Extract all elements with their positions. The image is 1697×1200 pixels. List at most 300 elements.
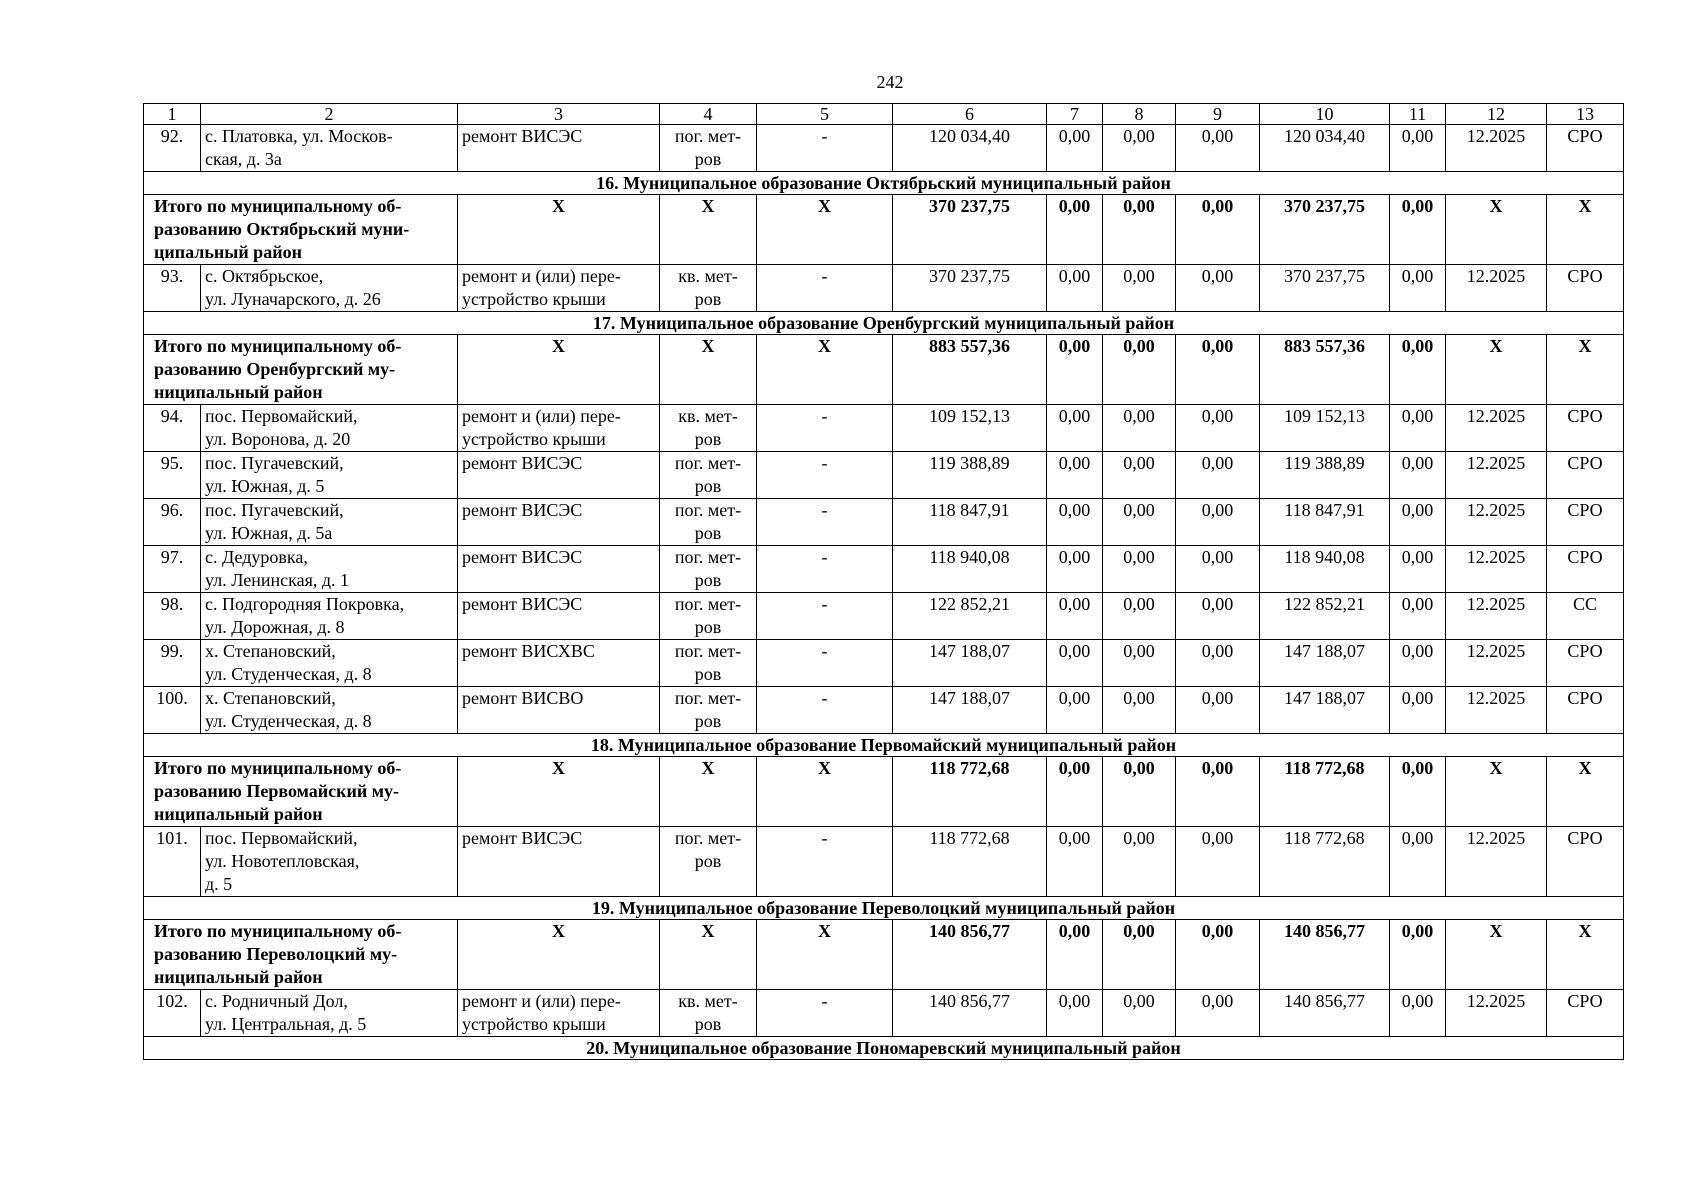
value-c6: 109 152,13 [893,405,1047,452]
total-c4: X [660,757,757,827]
value-c5: - [757,452,893,499]
address-cell-line: д. 5 [205,874,233,894]
total-c10: 140 856,77 [1260,920,1390,990]
total-c10: 118 772,68 [1260,757,1390,827]
value-c8: 0,00 [1103,125,1176,172]
total-c3: X [458,335,660,405]
value-c10: 119 388,89 [1260,452,1390,499]
total-c13: X [1547,757,1624,827]
value-c7: 0,00 [1047,499,1103,546]
total-label [144,920,458,990]
address-cell-line: пос. Первомайский, [205,406,358,426]
section-header-row [144,897,1624,920]
value-c10: 118 847,91 [1260,499,1390,546]
total-c10: 370 237,75 [1260,195,1390,265]
value-c5: - [757,640,893,687]
row-number: 96. [144,499,201,546]
unit-cell [660,640,757,687]
address-cell-line: ская, д. 3а [205,149,282,169]
work-type-cell [458,546,660,593]
value-c6: 118 940,08 [893,546,1047,593]
value-c8: 0,00 [1103,687,1176,734]
value-c6: 122 852,21 [893,593,1047,640]
unit-cell-line: ров [694,289,722,309]
work-type-cell-line: ремонт и (или) пере- [462,991,621,1011]
total-c5: X [757,195,893,265]
total-label-line: ниципальный район [154,382,323,402]
row-number: 92. [144,125,201,172]
value-c9: 0,00 [1176,990,1260,1037]
table-row [144,125,1624,172]
total-c4: X [660,920,757,990]
total-c6: 370 237,75 [893,195,1047,265]
total-c7: 0,00 [1047,335,1103,405]
unit-cell-line: ров [694,476,722,496]
work-type-cell-line: ремонт ВИСХВС [462,641,595,661]
value-c13: СРО [1547,452,1624,499]
total-label-line: Итого по муниципальному об- [154,336,402,356]
column-header-13: 13 [1547,104,1624,125]
value-c12: 12.2025 [1446,687,1547,734]
address-cell [201,125,458,172]
column-header-9: 9 [1176,104,1260,125]
value-c7: 0,00 [1047,546,1103,593]
value-c9: 0,00 [1176,125,1260,172]
total-label [144,195,458,265]
value-c9: 0,00 [1176,687,1260,734]
total-label-line: разованию Переволоцкий му- [154,944,398,964]
value-c12: 12.2025 [1446,265,1547,312]
address-cell-line: с. Платовка, ул. Москов- [205,126,393,146]
value-c12: 12.2025 [1446,499,1547,546]
unit-cell-line: кв. мет- [678,266,738,286]
total-c12: X [1446,757,1547,827]
address-cell [201,265,458,312]
total-label-line: Итого по муниципальному об- [154,196,402,216]
value-c12: 12.2025 [1446,990,1547,1037]
value-c7: 0,00 [1047,640,1103,687]
total-c9: 0,00 [1176,757,1260,827]
total-row [144,335,1624,405]
table-row [144,827,1624,897]
work-type-cell-line: ремонт ВИСЭС [462,828,583,848]
value-c7: 0,00 [1047,125,1103,172]
total-c13: X [1547,195,1624,265]
unit-cell-line: пог. мет- [674,453,742,473]
work-type-cell-line: ремонт ВИСВО [462,688,584,708]
unit-cell [660,546,757,593]
value-c13: СРО [1547,687,1624,734]
section-header-row [144,172,1624,195]
section-title: 18. Муниципальное образование Первомайский муниципальный район [144,734,1624,757]
address-cell-line: с. Подгородняя Покровка, [205,594,405,614]
value-c13: СРО [1547,990,1624,1037]
row-number: 101. [144,827,201,897]
value-c5: - [757,593,893,640]
section-title: 19. Муниципальное образование Переволоцкий муниципальный район [144,897,1624,920]
value-c7: 0,00 [1047,452,1103,499]
unit-cell-line: ров [694,851,722,871]
total-c5: X [757,335,893,405]
unit-cell-line: ров [694,149,722,169]
value-c12: 12.2025 [1446,640,1547,687]
section-header-row [144,1037,1624,1060]
value-c11: 0,00 [1390,125,1446,172]
value-c12: 12.2025 [1446,827,1547,897]
section-title: 20. Муниципальное образование Пономаревский муниципальный район [144,1037,1624,1060]
section-header-row [144,734,1624,757]
value-c5: - [757,990,893,1037]
address-cell [201,452,458,499]
total-c11: 0,00 [1390,757,1446,827]
unit-cell-line: ров [694,523,722,543]
value-c13: СС [1547,593,1624,640]
value-c13: СРО [1547,405,1624,452]
value-c6: 120 034,40 [893,125,1047,172]
table-row [144,593,1624,640]
value-c8: 0,00 [1103,546,1176,593]
row-number: 94. [144,405,201,452]
total-row [144,757,1624,827]
total-c5: X [757,920,893,990]
total-label [144,335,458,405]
value-c10: 118 772,68 [1260,827,1390,897]
total-label-line: разованию Первомайский му- [154,781,400,801]
value-c11: 0,00 [1390,990,1446,1037]
unit-cell-line: ров [694,711,722,731]
work-type-cell [458,687,660,734]
value-c5: - [757,499,893,546]
value-c10: 109 152,13 [1260,405,1390,452]
total-c9: 0,00 [1176,195,1260,265]
value-c9: 0,00 [1176,827,1260,897]
section-title: 17. Муниципальное образование Оренбургский муниципальный район [144,312,1624,335]
work-type-cell-line: ремонт и (или) пере- [462,266,621,286]
value-c6: 118 847,91 [893,499,1047,546]
unit-cell-line: пог. мет- [674,594,742,614]
column-header-11: 11 [1390,104,1446,125]
unit-cell-line: ров [694,1014,722,1034]
total-label-line: Итого по муниципальному об- [154,758,402,778]
section-header-row [144,312,1624,335]
value-c10: 122 852,21 [1260,593,1390,640]
table-row [144,687,1624,734]
total-c11: 0,00 [1390,335,1446,405]
unit-cell [660,452,757,499]
table-row [144,546,1624,593]
address-cell-line: пос. Пугачевский, [205,500,344,520]
total-c9: 0,00 [1176,335,1260,405]
value-c12: 12.2025 [1446,125,1547,172]
value-c6: 370 237,75 [893,265,1047,312]
column-header-10: 10 [1260,104,1390,125]
work-type-cell-line: ремонт ВИСЭС [462,594,583,614]
address-cell [201,990,458,1037]
work-type-cell [458,265,660,312]
total-c8: 0,00 [1103,195,1176,265]
total-label-line: ниципальный район [154,967,323,987]
address-cell-line: х. Степановский, [205,688,336,708]
unit-cell [660,687,757,734]
total-c4: X [660,195,757,265]
row-number: 93. [144,265,201,312]
value-c5: - [757,687,893,734]
value-c9: 0,00 [1176,546,1260,593]
value-c11: 0,00 [1390,546,1446,593]
column-header-7: 7 [1047,104,1103,125]
value-c7: 0,00 [1047,827,1103,897]
address-cell-line: пос. Первомайский, [205,828,358,848]
total-c7: 0,00 [1047,195,1103,265]
column-header-1: 1 [144,104,201,125]
work-type-cell [458,640,660,687]
address-cell [201,593,458,640]
value-c6: 119 388,89 [893,452,1047,499]
capital-repair-table [143,103,1624,1060]
value-c11: 0,00 [1390,827,1446,897]
value-c11: 0,00 [1390,593,1446,640]
total-label-line: Итого по муниципальному об- [154,921,402,941]
column-header-2: 2 [201,104,458,125]
value-c13: СРО [1547,827,1624,897]
address-cell-line: х. Степановский, [205,641,336,661]
column-number-header [144,104,1624,125]
column-header-12: 12 [1446,104,1547,125]
value-c11: 0,00 [1390,265,1446,312]
value-c9: 0,00 [1176,593,1260,640]
address-cell [201,687,458,734]
total-c5: X [757,757,893,827]
total-c9: 0,00 [1176,920,1260,990]
work-type-cell-line: ремонт и (или) пере- [462,406,621,426]
value-c11: 0,00 [1390,687,1446,734]
value-c7: 0,00 [1047,593,1103,640]
total-row [144,195,1624,265]
work-type-cell [458,405,660,452]
total-c10: 883 557,36 [1260,335,1390,405]
value-c12: 12.2025 [1446,593,1547,640]
value-c8: 0,00 [1103,265,1176,312]
address-cell-line: с. Родничный Дол, [205,991,348,1011]
total-c13: X [1547,920,1624,990]
value-c11: 0,00 [1390,452,1446,499]
row-number: 98. [144,593,201,640]
unit-cell [660,990,757,1037]
column-header-6: 6 [893,104,1047,125]
value-c10: 140 856,77 [1260,990,1390,1037]
unit-cell-line: пог. мет- [674,126,742,146]
unit-cell [660,593,757,640]
value-c13: СРО [1547,640,1624,687]
value-c8: 0,00 [1103,499,1176,546]
total-label-line: разованию Оренбургский му- [154,359,396,379]
unit-cell-line: кв. мет- [678,991,738,1011]
address-cell-line: ул. Южная, д. 5а [205,523,333,543]
value-c8: 0,00 [1103,452,1176,499]
total-label-line: ниципальный район [154,804,323,824]
value-c10: 147 188,07 [1260,640,1390,687]
address-cell-line: с. Октябрьское, [205,266,324,286]
address-cell-line: ул. Ленинская, д. 1 [205,570,350,590]
unit-cell [660,405,757,452]
value-c6: 147 188,07 [893,687,1047,734]
value-c5: - [757,546,893,593]
address-cell [201,640,458,687]
page-number: 242 [876,72,904,92]
address-cell-line: ул. Студенческая, д. 8 [205,711,372,731]
total-c8: 0,00 [1103,335,1176,405]
work-type-cell-line: устройство крыши [462,429,606,449]
unit-cell-line: ров [694,664,722,684]
value-c7: 0,00 [1047,687,1103,734]
total-label-line: ципальный район [154,242,302,262]
value-c8: 0,00 [1103,405,1176,452]
table-row [144,990,1624,1037]
address-cell-line: ул. Дорожная, д. 8 [205,617,345,637]
total-c8: 0,00 [1103,920,1176,990]
row-number: 99. [144,640,201,687]
address-cell [201,405,458,452]
total-c12: X [1446,335,1547,405]
column-header-5: 5 [757,104,893,125]
table-body [144,104,1624,1060]
address-cell-line: ул. Южная, д. 5 [205,476,325,496]
total-row [144,920,1624,990]
unit-cell [660,125,757,172]
total-c13: X [1547,335,1624,405]
value-c12: 12.2025 [1446,452,1547,499]
total-c3: X [458,920,660,990]
address-cell [201,827,458,897]
row-number: 95. [144,452,201,499]
value-c13: СРО [1547,499,1624,546]
total-c8: 0,00 [1103,757,1176,827]
value-c8: 0,00 [1103,990,1176,1037]
address-cell [201,499,458,546]
work-type-cell [458,125,660,172]
value-c6: 140 856,77 [893,990,1047,1037]
value-c5: - [757,827,893,897]
total-c12: X [1446,195,1547,265]
work-type-cell-line: ремонт ВИСЭС [462,126,583,146]
work-type-cell-line: ремонт ВИСЭС [462,500,583,520]
value-c9: 0,00 [1176,265,1260,312]
value-c5: - [757,125,893,172]
value-c8: 0,00 [1103,593,1176,640]
table-row [144,452,1624,499]
value-c9: 0,00 [1176,452,1260,499]
value-c7: 0,00 [1047,405,1103,452]
value-c9: 0,00 [1176,405,1260,452]
row-number: 100. [144,687,201,734]
total-c7: 0,00 [1047,920,1103,990]
table-row [144,265,1624,312]
unit-cell [660,827,757,897]
unit-cell [660,499,757,546]
address-cell-line: пос. Пугачевский, [205,453,344,473]
value-c8: 0,00 [1103,640,1176,687]
value-c11: 0,00 [1390,499,1446,546]
address-cell-line: с. Дедуровка, [205,547,308,567]
work-type-cell [458,452,660,499]
total-c11: 0,00 [1390,920,1446,990]
value-c12: 12.2025 [1446,405,1547,452]
value-c13: СРО [1547,546,1624,593]
address-cell-line: ул. Воронова, д. 20 [205,429,351,449]
value-c7: 0,00 [1047,265,1103,312]
work-type-cell-line: ремонт ВИСЭС [462,453,583,473]
address-cell [201,546,458,593]
value-c7: 0,00 [1047,990,1103,1037]
value-c11: 0,00 [1390,405,1446,452]
row-number: 97. [144,546,201,593]
column-header-8: 8 [1103,104,1176,125]
section-title: 16. Муниципальное образование Октябрьский муниципальный район [144,172,1624,195]
work-type-cell-line: устройство крыши [462,1014,606,1034]
unit-cell-line: ров [694,570,722,590]
total-c3: X [458,757,660,827]
total-c6: 140 856,77 [893,920,1047,990]
unit-cell [660,265,757,312]
total-label-line: разованию Октябрьский муни- [154,219,410,239]
table-row [144,640,1624,687]
value-c6: 147 188,07 [893,640,1047,687]
address-cell-line: ул. Центральная, д. 5 [205,1014,367,1034]
column-header-3: 3 [458,104,660,125]
column-header-4: 4 [660,104,757,125]
value-c12: 12.2025 [1446,546,1547,593]
address-cell-line: ул. Новотепловская, [205,851,360,871]
value-c13: СРО [1547,125,1624,172]
work-type-cell-line: ремонт ВИСЭС [462,547,583,567]
table-row [144,405,1624,452]
value-c5: - [757,265,893,312]
row-number: 102. [144,990,201,1037]
value-c9: 0,00 [1176,640,1260,687]
unit-cell-line: пог. мет- [674,688,742,708]
value-c5: - [757,405,893,452]
unit-cell-line: пог. мет- [674,500,742,520]
work-type-cell [458,827,660,897]
unit-cell-line: ров [694,429,722,449]
total-c11: 0,00 [1390,195,1446,265]
value-c10: 147 188,07 [1260,687,1390,734]
total-c4: X [660,335,757,405]
total-c6: 118 772,68 [893,757,1047,827]
value-c10: 370 237,75 [1260,265,1390,312]
work-type-cell [458,499,660,546]
total-label [144,757,458,827]
value-c9: 0,00 [1176,499,1260,546]
unit-cell-line: ров [694,617,722,637]
value-c8: 0,00 [1103,827,1176,897]
work-type-cell [458,593,660,640]
value-c13: СРО [1547,265,1624,312]
work-type-cell-line: устройство крыши [462,289,606,309]
unit-cell-line: пог. мет- [674,828,742,848]
value-c6: 118 772,68 [893,827,1047,897]
total-c6: 883 557,36 [893,335,1047,405]
address-cell-line: ул. Луначарского, д. 26 [205,289,381,309]
table-row [144,499,1624,546]
address-cell-line: ул. Студенческая, д. 8 [205,664,372,684]
unit-cell-line: пог. мет- [674,547,742,567]
unit-cell-line: кв. мет- [678,406,738,426]
work-type-cell [458,990,660,1037]
value-c11: 0,00 [1390,640,1446,687]
value-c10: 118 940,08 [1260,546,1390,593]
total-c12: X [1446,920,1547,990]
